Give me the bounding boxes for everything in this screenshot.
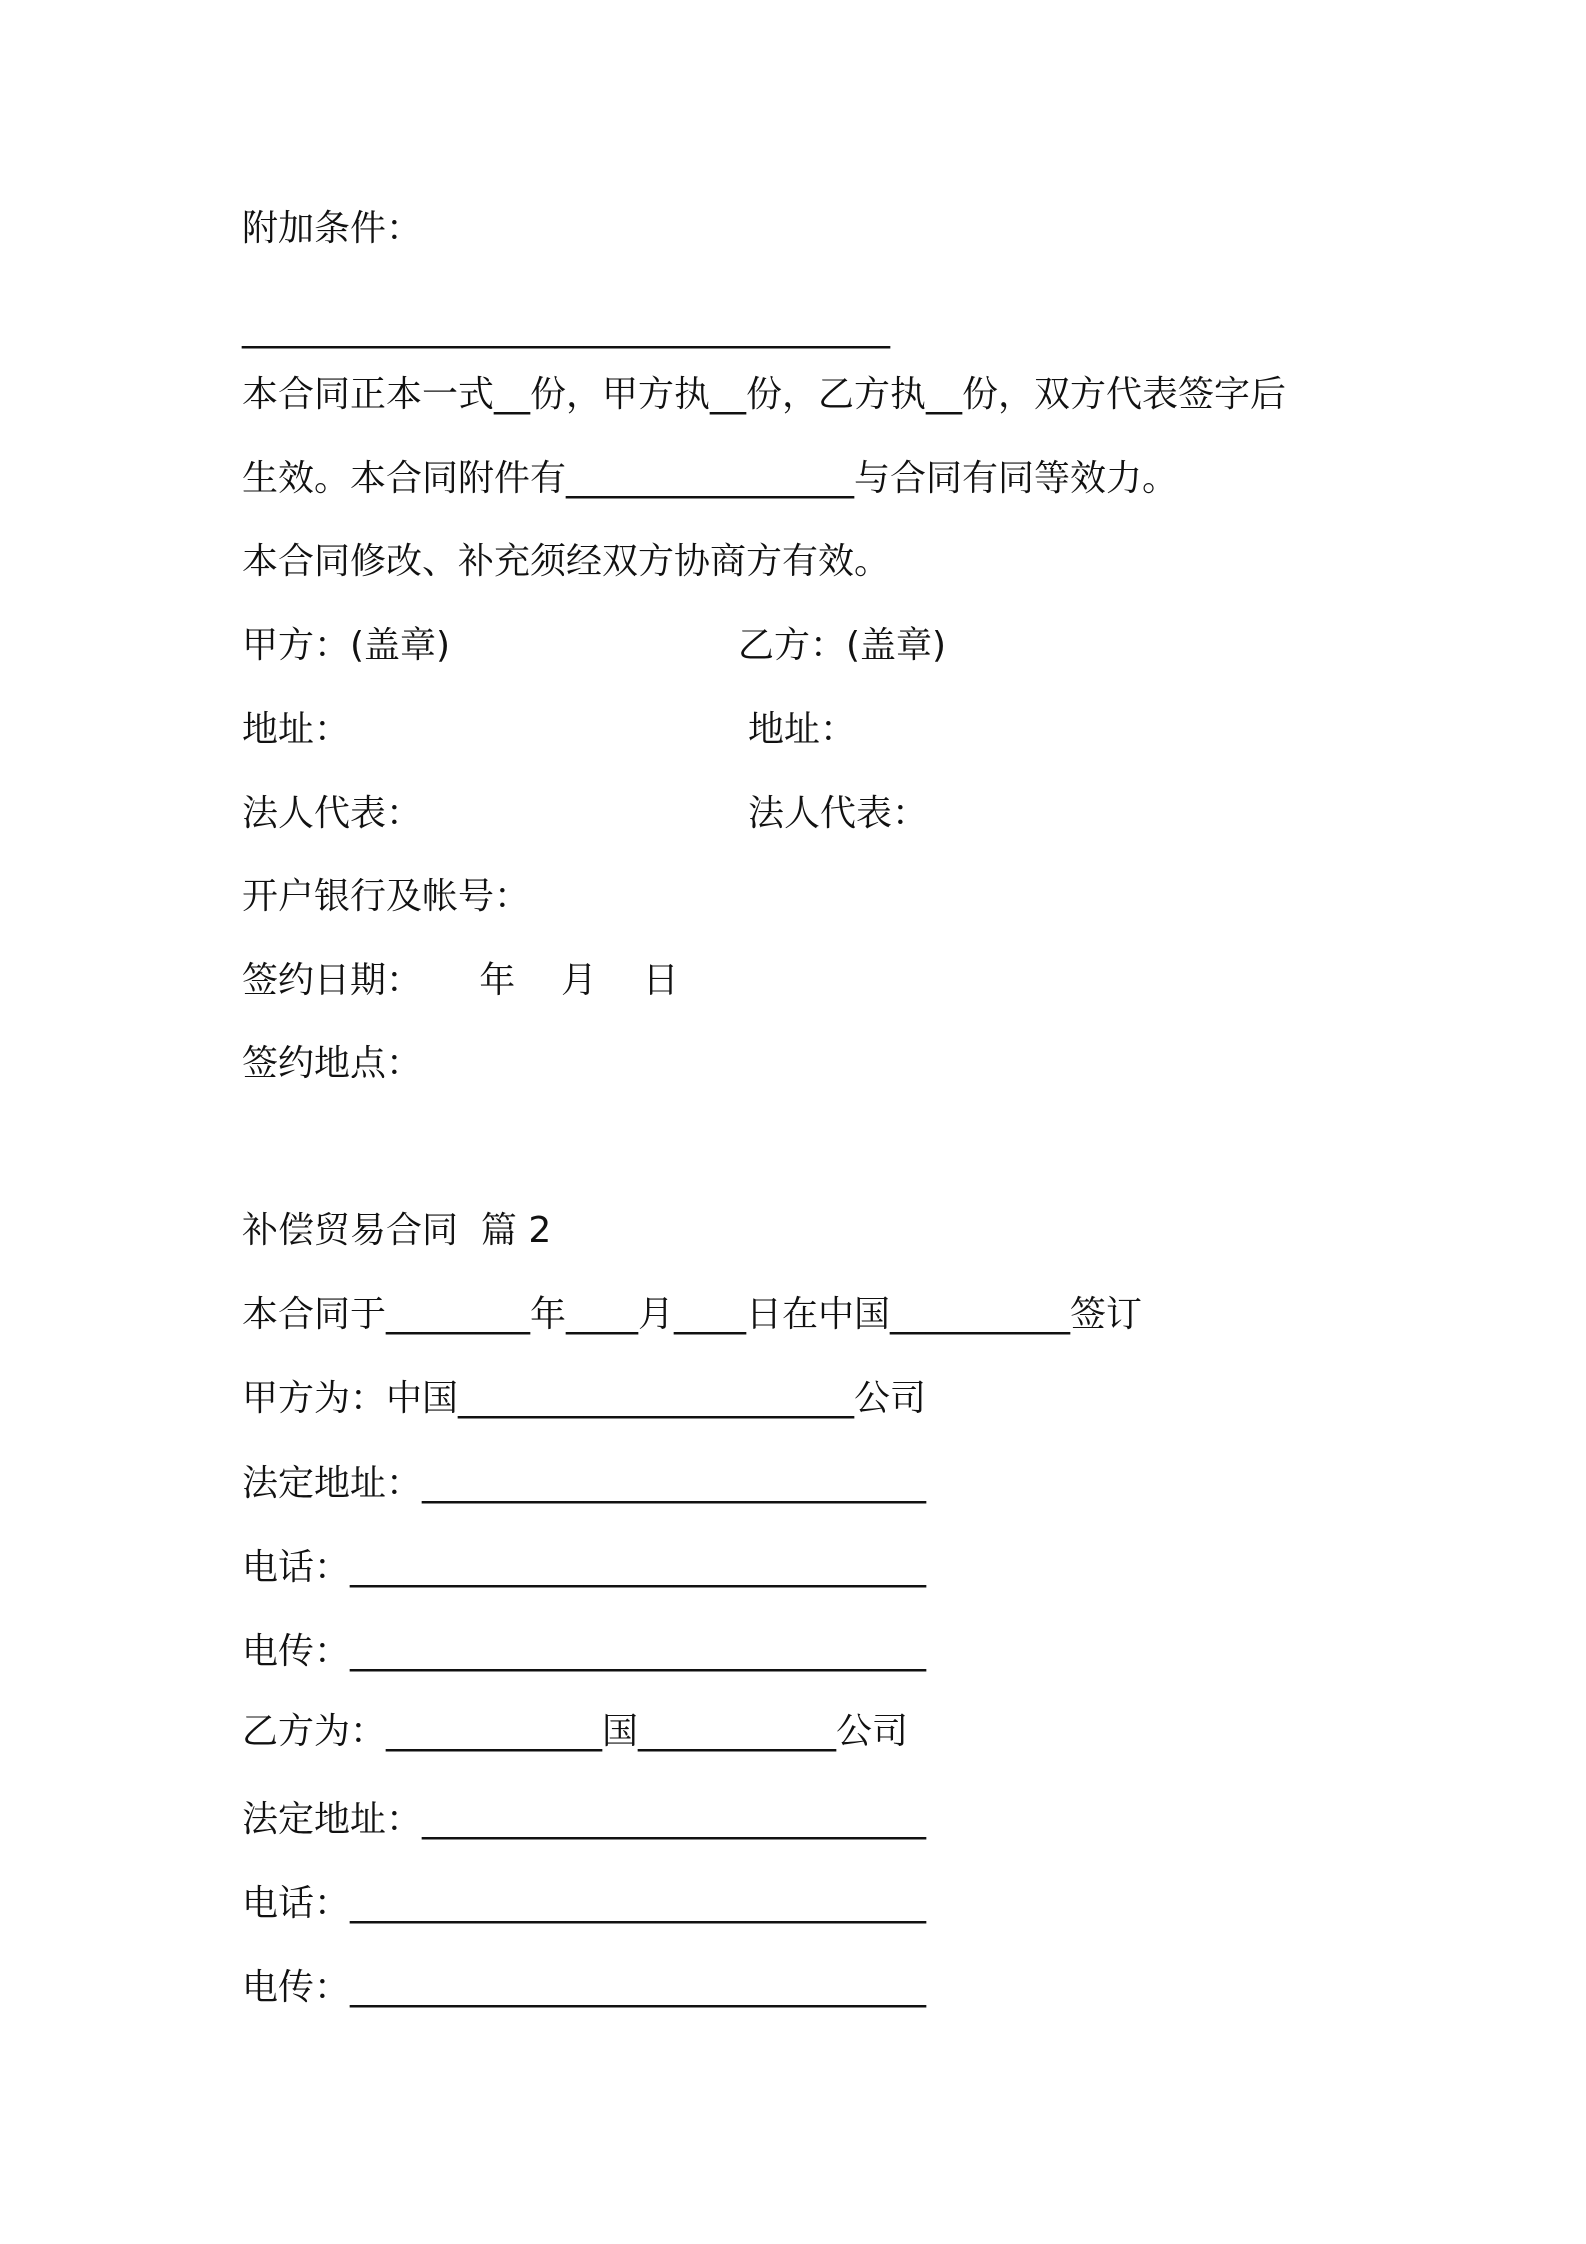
- copies-clause-line1: 本合同正本一式__份，甲方执__份，乙方执__份，双方代表签字后: [242, 374, 1287, 415]
- copies-clause-line2: 生效。本合同附件有________________与合同有同等效力。: [242, 458, 1179, 499]
- party-a-legal-rep: 法人代表：: [242, 793, 423, 834]
- signing-place: 签约地点：: [242, 1043, 423, 1084]
- party-b-seal: 乙方：(盖章): [738, 625, 947, 666]
- party-b-legal-rep: 法人代表：: [748, 793, 929, 834]
- party-b-legal-address: 法定地址：____________________________: [242, 1799, 927, 1840]
- party-a-seal: 甲方：(盖章): [242, 625, 451, 666]
- additional-conditions-blank: ____________________________________: [242, 308, 890, 349]
- party-b-address: 地址：: [748, 709, 857, 750]
- party-a-address: 地址：: [242, 709, 351, 750]
- amendment-clause: 本合同修改、补充须经双方协商方有效。: [242, 541, 891, 582]
- signed-on: 本合同于________年____月____日在中国__________签订: [242, 1294, 1143, 1335]
- party-a-fax: 电传：________________________________: [242, 1631, 927, 1672]
- party-a-legal-address: 法定地址：____________________________: [242, 1463, 927, 1504]
- party-a-name: 甲方为：中国______________________公司: [242, 1378, 927, 1419]
- party-b-phone: 电话：________________________________: [242, 1883, 927, 1924]
- party-a-phone: 电话：________________________________: [242, 1547, 927, 1588]
- party-b-fax: 电传：________________________________: [242, 1967, 927, 2008]
- party-b-name: 乙方为：____________国___________公司: [242, 1711, 909, 1752]
- signing-date: 签约日期： 年 月 日: [242, 960, 679, 1001]
- section2-title: 补偿贸易合同 篇 2: [242, 1210, 552, 1251]
- additional-conditions-label: 附加条件：: [242, 208, 423, 249]
- bank-account: 开户银行及帐号：: [242, 876, 531, 917]
